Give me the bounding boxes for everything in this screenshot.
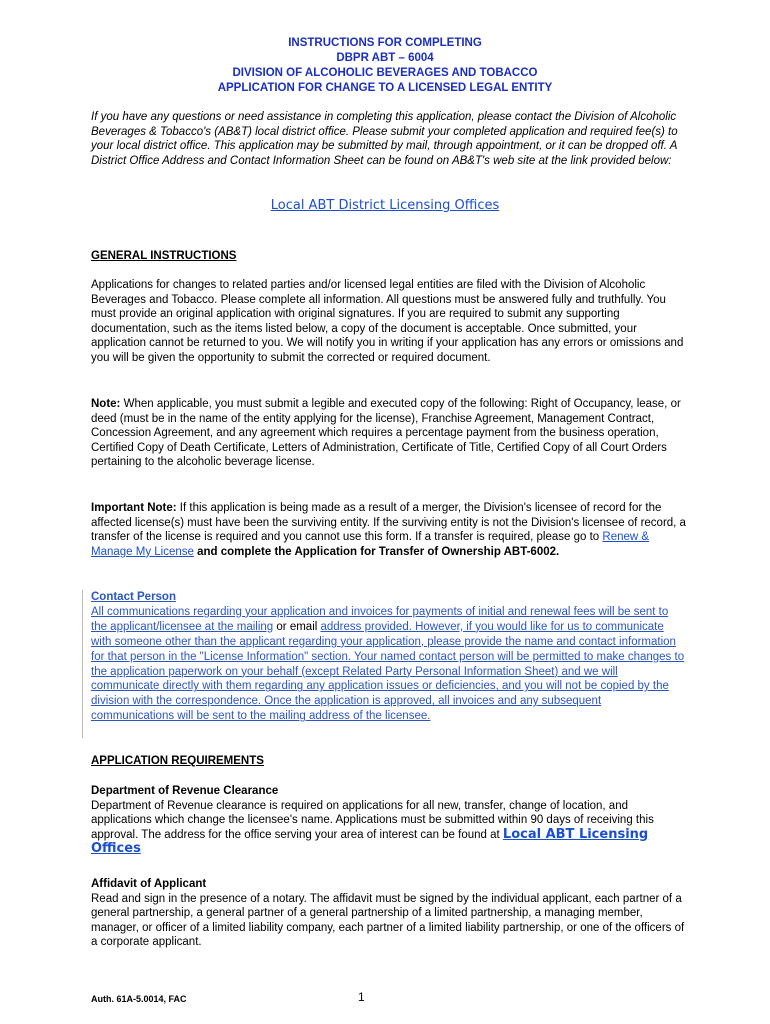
dor-clearance-heading: Department of Revenue Clearance (91, 785, 279, 797)
note-label: Note: (91, 398, 121, 410)
contact-change-bar (82, 590, 83, 738)
dor-clearance-section (91, 784, 687, 857)
important-note-tail: and complete the Application for Transfer of Ownership ABT-6002. (193, 545, 560, 558)
important-note-paragraph (91, 501, 687, 559)
district-link-container (0, 198, 770, 213)
general-instructions-paragraph: Applications for changes to related parties and/or licensed legal entities are filed with the Division of Alcoholic Beverages and Tobacco. Please complete all information. All questions must be answered fully and truthfully. You must provide an original application with original signatures. If you are required to submit any supporting documentation, such as the items listed below, a copy of the document is acceptable. Once submitted, your application cannot be returned to you. We will notify you in writing if your application has any errors or omissions and you will be given the opportunity to submit the corrected or required document. (91, 279, 684, 364)
application-requirements-heading: APPLICATION REQUIREMENTS (91, 755, 264, 767)
application-requirements-heading-block (91, 754, 687, 769)
title-line-1: INSTRUCTIONS FOR COMPLETING (288, 37, 482, 49)
contact-text-part-1: All communications regarding your application and invoices for payments of initial and renewal fees will be sent to the applicant/licensee at the mailing (91, 605, 669, 633)
document-title (0, 36, 770, 96)
general-instructions-heading-block (91, 249, 687, 264)
page-number: 1 (358, 990, 365, 1004)
title-line-3: DIVISION OF ALCOHOLIC BEVERAGES AND TOBACCO (232, 67, 538, 79)
important-note-text: If this application is being made as a result of a merger, the Division's licensee of record for the affected license(s) must have been the surviving entity. If the surviving entity is not the Division's licensee of record, a transfer of the license is required and you cannot use this form. If a transfer is required, please go to (91, 502, 686, 544)
title-line-2: DBPR ABT – 6004 (336, 52, 434, 64)
affidavit-heading: Affidavit of Applicant (91, 878, 207, 890)
renew-manage-license-link[interactable]: Renew & Manage My License (91, 531, 650, 558)
affidavit-section (91, 877, 687, 950)
contact-person-text (91, 605, 687, 724)
contact-text-or: or email (273, 620, 321, 633)
contact-text-part-2: address provided. However, if you would like for us to communicate with someone other than the applicant regarding your application, please provide the name and contact information for that person in the "License Information" section. Your named contact person will be permitted to make changes to the application paperwork on your behalf (except Related Party Personal Information Sheet) and we will communicate directly with them regarding any application issues or deficiencies, and you will not be copied by the division with the correspondence. Once the application is approved, all invoices and any subsequent communications will be sent to the mailing address of the licensee. (91, 620, 685, 723)
general-instructions-heading: GENERAL INSTRUCTIONS (91, 250, 237, 262)
district-offices-link[interactable]: Local ABT District Licensing Offices (270, 198, 500, 213)
affidavit-text: Read and sign in the presence of a notary. The affidavit must be signed by the individual applicant, each partner of a general partnership, a general partner of a general partnership of a limited partnership, a managing member, manager, or officer of a limited liability company, each partner of a limited liability partnership, or one of the officers of a corporate applicant. (91, 892, 685, 949)
dor-clearance-text: Department of Revenue clearance is required on applications for all new, transfer, change of location, and applications which change the licensee's name. Applications must be submitted within 90 days of receiving this approval. The address for the office serving your area of interest can be found at Local ABT Licensing Offices (91, 799, 654, 857)
note-paragraph (91, 397, 687, 470)
contact-person-section (91, 590, 687, 724)
intro-paragraph: If you have any questions or need assistance in completing this application, please contact the Division of Alcoholic Beverages & Tobacco's (AB&T) local district office. Please submit your completed application and required fee(s) to your local district office. This application may be submitted by mail, through appointment, or it can be dropped off. A District Office Address and Contact Information Sheet can be found on AB&T's web site at the link provided below: (91, 111, 678, 167)
contact-person-heading: Contact Person (91, 591, 176, 603)
title-line-4: APPLICATION FOR CHANGE TO A LICENSED LEGAL ENTITY (217, 82, 553, 94)
important-note-label: Important Note: (91, 502, 177, 514)
note-text: When applicable, you must submit a legible and executed copy of the following: Right of Occupancy, lease, or deed (must be in the name of the entity applying for the license), Franchise Agreement, Management Contract, Concession Agreement, and any agreement which requires a percentage payment from the business operation, Certified Copy of Death Certificate, Letters of Administration, Certificate of Title, Certified Copy of all Court Orders pertaining to the alcoholic beverage license. (91, 398, 681, 469)
footer-authority: Auth. 61A-5.0014, FAC (91, 994, 187, 1004)
local-abt-licensing-offices-link[interactable]: Local ABT Licensing Offices (91, 826, 649, 857)
